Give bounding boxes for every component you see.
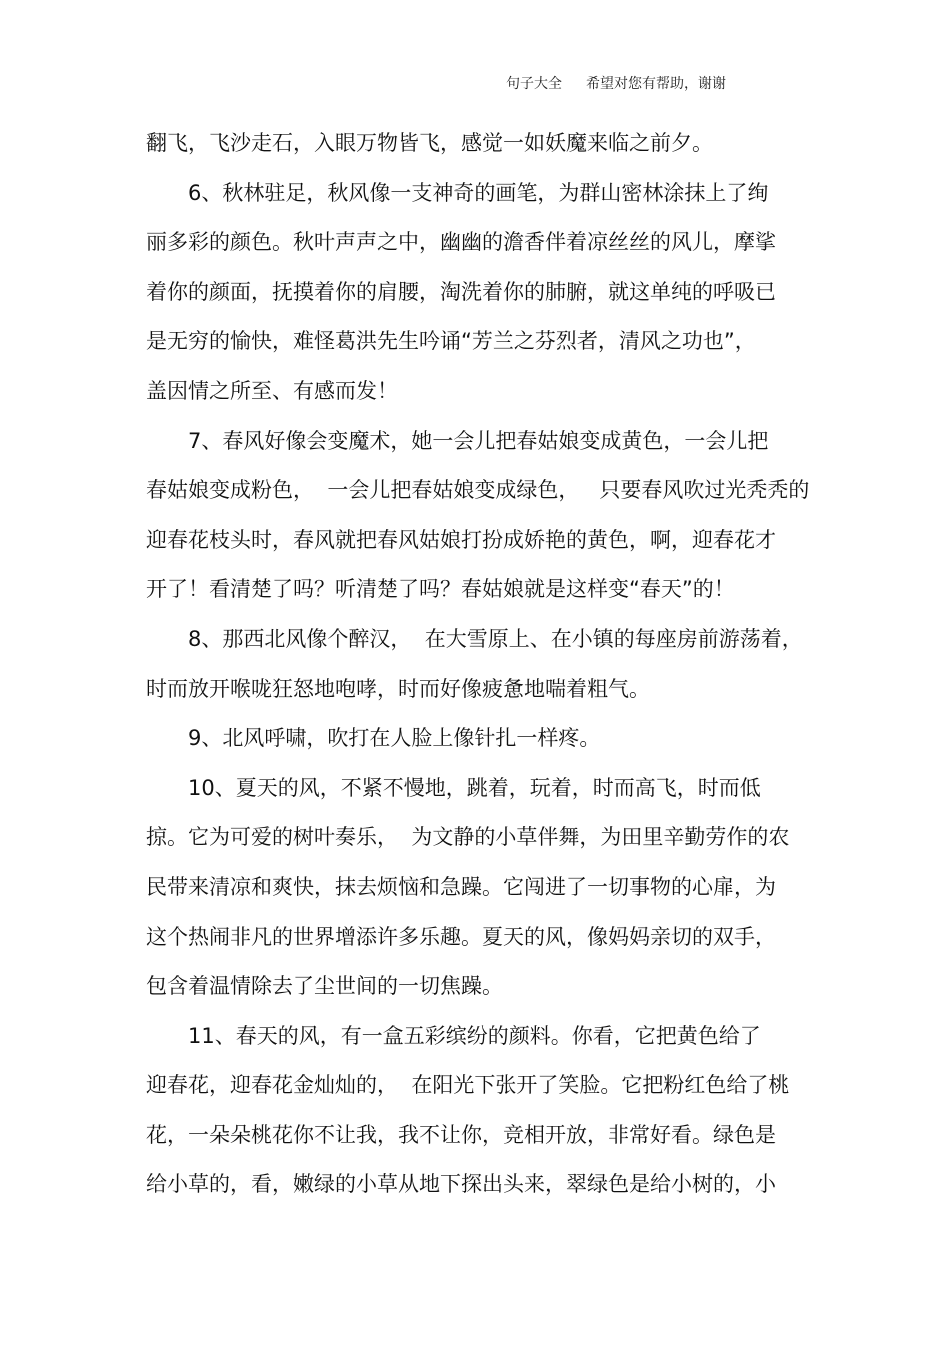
text-line: 民带来清凉和爽快，抹去烦恼和急躁。它闯进了一切事物的心扉，为	[146, 874, 776, 899]
text-line: 是无穷的愉快，难怪葛洪先生吟诵“芳兰之芬烈者，清风之功也”，	[146, 329, 756, 354]
header-thanks-note: 希望对您有帮助，谢谢	[586, 76, 726, 92]
text-line: 给小草的，看，嫩绿的小草从地下探出头来，翠绿色是给小树的，小	[146, 1172, 776, 1197]
paragraph-10-start: 10、夏天的风，不紧不慢地，跳着，玩着，时而高飞，时而低	[188, 775, 761, 800]
paragraph-7-start: 7、春风好像会变魔术，她一会儿把春姑娘变成黄色，一会儿把	[188, 428, 769, 453]
paragraph-8-start: 8、那西北风像个醉汉， 在大雪原上、在小镇的每座房前游荡着，	[188, 626, 803, 651]
paragraph-6-start: 6、秋林驻足，秋风像一支神奇的画笔，为群山密林涂抹上了绚	[188, 180, 769, 205]
header-site-name: 句子大全	[506, 76, 562, 92]
text-line: 开了！看清楚了吗？听清楚了吗？春姑娘就是这样变“春天”的！	[146, 577, 735, 602]
page-header	[506, 72, 726, 96]
text-line: 迎春花枝头时，春风就把春风姑娘打扮成娇艳的黄色，啊，迎春花才	[146, 527, 776, 552]
text-line: 翻飞，飞沙走石，入眼万物皆飞，感觉一如妖魔来临之前夕。	[146, 131, 713, 155]
text-line: 掠。它为可爱的树叶奏乐， 为文静的小草伴舞，为田里辛勤劳作的农	[146, 825, 790, 850]
text-line: 着你的颜面，抚摸着你的肩腰，淘洗着你的肺腑，就这单纯的呼吸已	[146, 279, 776, 304]
text-line: 时而放开喉咙狂怒地咆哮，时而好像疲惫地喘着粗气。	[146, 676, 650, 701]
text-line: 花，一朵朵桃花你不让我，我不让你，竞相开放，非常好看。绿色是	[146, 1122, 776, 1147]
text-line: 丽多彩的颜色。秋叶声声之中，幽幽的澹香伴着凉丝丝的风儿，摩挲	[146, 230, 776, 255]
text-line: 包含着温情除去了尘世间的一切焦躁。	[146, 974, 503, 999]
text-line: 迎春花，迎春花金灿灿的， 在阳光下张开了笑脸。它把粉红色给了桃	[146, 1073, 790, 1098]
text-line: 这个热闹非凡的世界增添许多乐趣。夏天的风，像妈妈亲切的双手，	[146, 924, 776, 949]
document-body	[146, 119, 810, 1210]
text-line: 盖因情之所至、有感而发！	[146, 378, 398, 403]
paragraph-11-start: 11、春天的风，有一盒五彩缤纷的颜料。你看，它把黄色给了	[188, 1023, 761, 1048]
paragraph-9: 9、北风呼啸，吹打在人脸上像针扎一样疼。	[188, 726, 601, 751]
text-line: 春姑娘变成粉色， 一会儿把春姑娘变成绿色， 只要春风吹过光秃秃的	[146, 478, 810, 503]
